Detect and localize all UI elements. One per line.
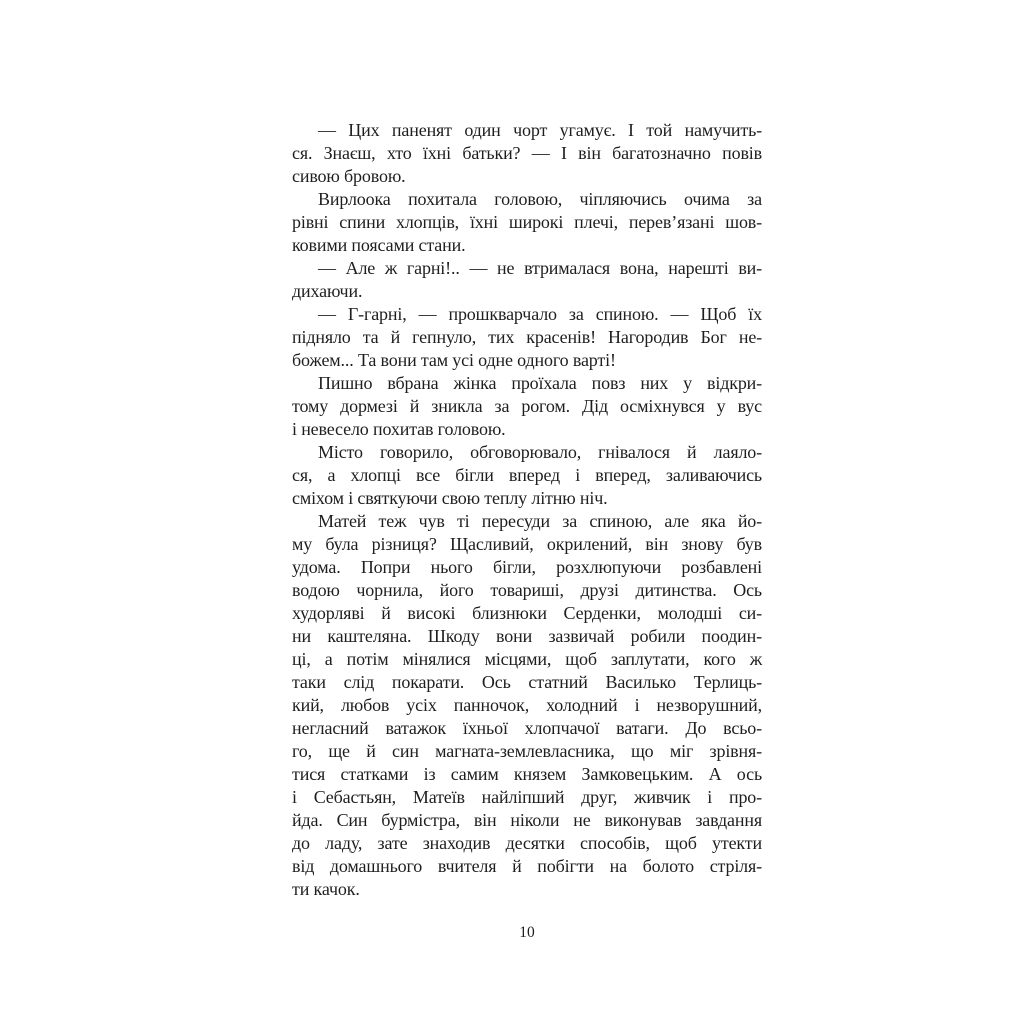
text-line: божем... Та вони там усі одне одного варті! bbox=[292, 350, 616, 370]
text-line: худорляві й високі близнюки Серденки, молодші си- bbox=[292, 603, 762, 623]
text-line: ся, а хлопці все бігли вперед і вперед, заливаючись bbox=[292, 465, 762, 485]
text-line: — Але ж гарні!.. — не втрималася вона, нарешті ви- bbox=[318, 258, 762, 278]
text-line: Пишно вбрана жінка проїхала повз них у відкри- bbox=[318, 373, 762, 393]
text-line: дихаючи. bbox=[292, 281, 363, 301]
text-line: сміхом і святкуючи свою теплу літню ніч. bbox=[292, 488, 608, 508]
text-line: — Г-гарні, — прошкварчало за спиною. — Щоб їх bbox=[318, 304, 762, 324]
paragraph bbox=[292, 510, 762, 901]
text-line: кий, любов усіх панночок, холодний і незворушний, bbox=[292, 695, 762, 715]
text-line: рівні спини хлопців, їхні широкі плечі, перев’язані шов- bbox=[292, 212, 762, 232]
text-line: і Себастьян, Матеїв найліпший друг, живчик і про- bbox=[292, 787, 762, 807]
text-line: ти качок. bbox=[292, 879, 360, 899]
text-line: таки слід покарати. Ось статний Василько Терлиць- bbox=[292, 672, 762, 692]
text-line: тому дормезі й зникла за рогом. Дід осміхнувся у вус bbox=[292, 396, 762, 416]
text-line: Вирлоока похитала головою, чіпляючись очима за bbox=[318, 189, 762, 209]
paragraph bbox=[292, 119, 762, 188]
text-line: йда. Син бурмістра, він ніколи не виконував завдання bbox=[292, 810, 762, 830]
text-line: удома. Попри нього бігли, розхлюпуючи розбавлені bbox=[292, 557, 762, 577]
paragraph bbox=[292, 303, 762, 372]
paragraph bbox=[292, 441, 762, 510]
text-line: до ладу, зате знаходив десятки способів, щоб утекти bbox=[292, 833, 762, 853]
page-text bbox=[292, 119, 762, 901]
paragraph bbox=[292, 188, 762, 257]
paragraph bbox=[292, 372, 762, 441]
text-line: го, ще й син магната-землевласника, що міг зрівня- bbox=[292, 741, 762, 761]
text-line: му була різниця? Щасливий, окрилений, він знову був bbox=[292, 534, 762, 554]
text-line: тися статками із самим князем Замковецьким. А ось bbox=[292, 764, 762, 784]
text-line: водою чорнила, його товариші, друзі дитинства. Ось bbox=[292, 580, 762, 600]
text-line: ся. Знаєш, хто їхні батьки? — І він багатозначно повів bbox=[292, 143, 762, 163]
paragraph bbox=[292, 257, 762, 303]
text-line: сивою бровою. bbox=[292, 166, 406, 186]
text-line: Матей теж чув ті пересуди за спиною, але яка йо- bbox=[318, 511, 762, 531]
text-line: негласний ватажок їхньої хлопчачої ватаги. До всьо- bbox=[292, 718, 762, 738]
text-line: від домашнього вчителя й побігти на болото стріля- bbox=[292, 856, 762, 876]
text-line: ковими поясами стани. bbox=[292, 235, 466, 255]
text-line: ни каштеляна. Шкоду вони зазвичай робили поодин- bbox=[292, 626, 762, 646]
text-line: Місто говорило, обговорювало, гнівалося й лаяло- bbox=[318, 442, 762, 462]
text-line: і невесело похитав головою. bbox=[292, 419, 506, 439]
text-line: — Цих паненят один чорт угамує. І той намучить- bbox=[318, 120, 762, 140]
text-line: ці, а потім мінялися місцями, щоб заплутати, кого ж bbox=[292, 649, 762, 669]
text-line: підняло та й гепнуло, тих красенів! Нагородив Бог не- bbox=[292, 327, 762, 347]
page-number: 10 bbox=[519, 924, 535, 941]
